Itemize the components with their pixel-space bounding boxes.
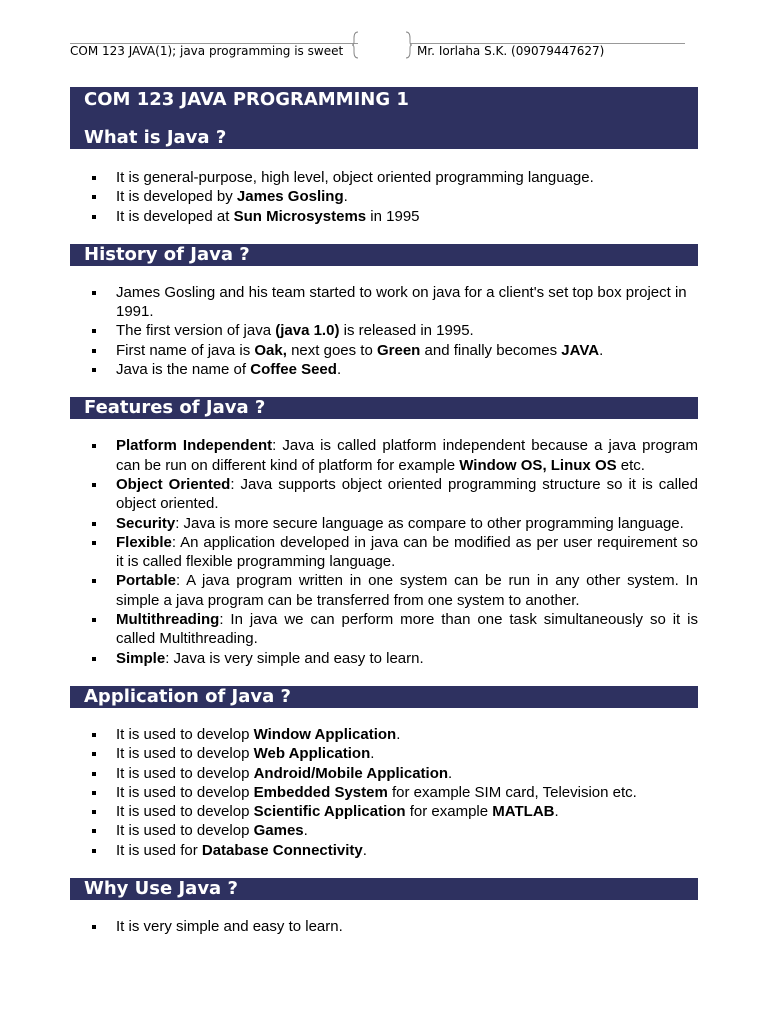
list-item: Simple: Java is very simple and easy to learn. xyxy=(70,649,698,668)
list-item: Flexible: An application developed in java can be modified as per user requirement so it is called flexible programming language. xyxy=(70,533,698,572)
list-item: It is developed by James Gosling. xyxy=(70,187,698,206)
applications-list xyxy=(70,725,698,860)
what-is-java-list xyxy=(70,168,698,226)
header-brace-ornament xyxy=(352,30,412,60)
list-item: First name of java is Oak, next goes to Green and finally becomes JAVA. xyxy=(70,341,698,360)
features-heading: Features of Java ? xyxy=(70,397,698,419)
list-item: James Gosling and his team started to work on java for a client's set top box project in 1991. xyxy=(70,283,698,322)
list-item: Object Oriented: Java supports object oriented programming structure so it is called object oriented. xyxy=(70,475,698,514)
header-left-text: COM 123 JAVA(1); java programming is sweet xyxy=(70,44,344,58)
applications-heading: Application of Java ? xyxy=(70,686,698,708)
features-list xyxy=(70,436,698,668)
list-item: It is very simple and easy to learn. xyxy=(70,917,698,936)
list-item: Platform Independent: Java is called platform independent because a java program can be run on different kind of platform for example Window OS, Linux OS etc. xyxy=(70,436,698,475)
header-right-text: Mr. Iorlaha S.K. (09079447627) xyxy=(417,44,605,58)
list-item: It is developed at Sun Microsystems in 1995 xyxy=(70,207,698,226)
list-item: The first version of java (java 1.0) is released in 1995. xyxy=(70,321,698,340)
list-item: It is used to develop Embedded System for example SIM card, Television etc. xyxy=(70,783,698,802)
page-header xyxy=(0,0,768,70)
history-list xyxy=(70,283,698,379)
list-item: It is used to develop Games. xyxy=(70,821,698,840)
what-is-java-heading: What is Java ? xyxy=(84,127,227,148)
list-item: It is general-purpose, high level, object oriented programming language. xyxy=(70,168,698,187)
document-body xyxy=(70,87,698,936)
list-item: It is used to develop Web Application. xyxy=(70,744,698,763)
why-use-java-list xyxy=(70,917,698,936)
list-item: Multithreading: In java we can perform more than one task simultaneously so it is called Multithreading. xyxy=(70,610,698,649)
history-heading: History of Java ? xyxy=(70,244,698,266)
list-item: Portable: A java program written in one system can be run in any other system. In simple a java program can be transferred from one system to another. xyxy=(70,571,698,610)
list-item: Security: Java is more secure language as compare to other programming language. xyxy=(70,514,698,533)
title-block xyxy=(70,87,698,149)
course-title: COM 123 JAVA PROGRAMMING 1 xyxy=(84,89,409,110)
why-use-java-heading: Why Use Java ? xyxy=(70,878,698,900)
list-item: It is used to develop Window Application. xyxy=(70,725,698,744)
list-item: Java is the name of Coffee Seed. xyxy=(70,360,698,379)
list-item: It is used for Database Connectivity. xyxy=(70,841,698,860)
list-item: It is used to develop Android/Mobile Application. xyxy=(70,764,698,783)
list-item: It is used to develop Scientific Application for example MATLAB. xyxy=(70,802,698,821)
